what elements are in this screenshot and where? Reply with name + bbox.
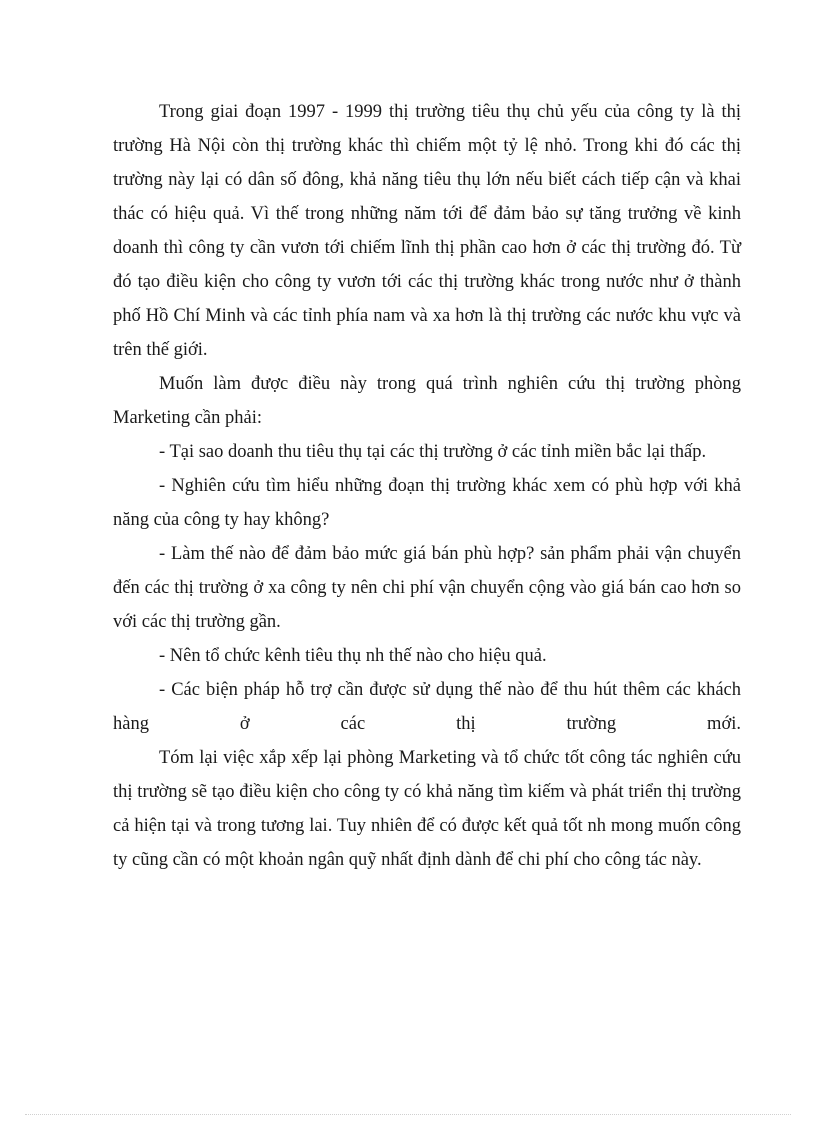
bullet-distribution-channel: - Nên tổ chức kênh tiêu thụ nh thế nào cho hiệu quả. <box>159 646 547 666</box>
document-body <box>113 95 741 877</box>
paragraph-marketing-intro: Muốn làm được điều này trong quá trình nghiên cứu thị trường phòng Marketing cần phải: <box>113 374 741 428</box>
bullet-low-revenue-north: - Tại sao doanh thu tiêu thụ tại các thị trường ở các tỉnh miền bắc lại thấp. <box>159 442 707 462</box>
bullet-support-measures: - Các biện pháp hỗ trợ cần được sử dụng thế nào để thu hút thêm các khách hàng ở các thị trường mới. <box>113 680 741 734</box>
paragraph-conclusion: Tóm lại việc xắp xếp lại phòng Marketing và tổ chức tốt công tác nghiên cứu thị trường sẽ tạo điều kiện cho công ty có khả năng tìm kiếm và phát triển thị trường cả hiện tại và trong tương lai. Tuy nhiên để có được kết quả tốt nh mong muốn công ty cũng cần có một khoản ngân quỹ nhất định dành để chi phí cho công tác này. <box>113 748 741 870</box>
bullet-research-segments: - Nghiên cứu tìm hiểu những đoạn thị trường khác xem có phù hợp với khả năng của công ty hay không? <box>113 476 741 530</box>
page-bottom-divider <box>25 1114 791 1115</box>
bullet-pricing: - Làm thế nào để đảm bảo mức giá bán phù hợp? sản phẩm phải vận chuyển đến các thị trường ở xa công ty nên chi phí vận chuyển cộng vào giá bán cao hơn so với các thị trường gần. <box>113 544 741 632</box>
paragraph-market-overview: Trong giai đoạn 1997 - 1999 thị trường tiêu thụ chủ yếu của công ty là thị trường Hà Nội còn thị trường khác thì chiếm một tỷ lệ nhỏ. Trong khi đó các thị trường này lại có dân số đông, khả năng tiêu thụ lớn nếu biết cách tiếp cận và khai thác có hiệu quả. Vì thế trong những năm tới để đảm bảo sự tăng trưởng về kinh doanh thì công ty cần vươn tới chiếm lĩnh thị phần cao hơn ở các thị trường đó. Từ đó tạo điều kiện cho công ty vươn tới các thị trường khác trong nước như ở thành phố Hồ Chí Minh và các tỉnh phía nam và xa hơn là thị trường các nước khu vực và trên thế giới. <box>113 102 741 360</box>
